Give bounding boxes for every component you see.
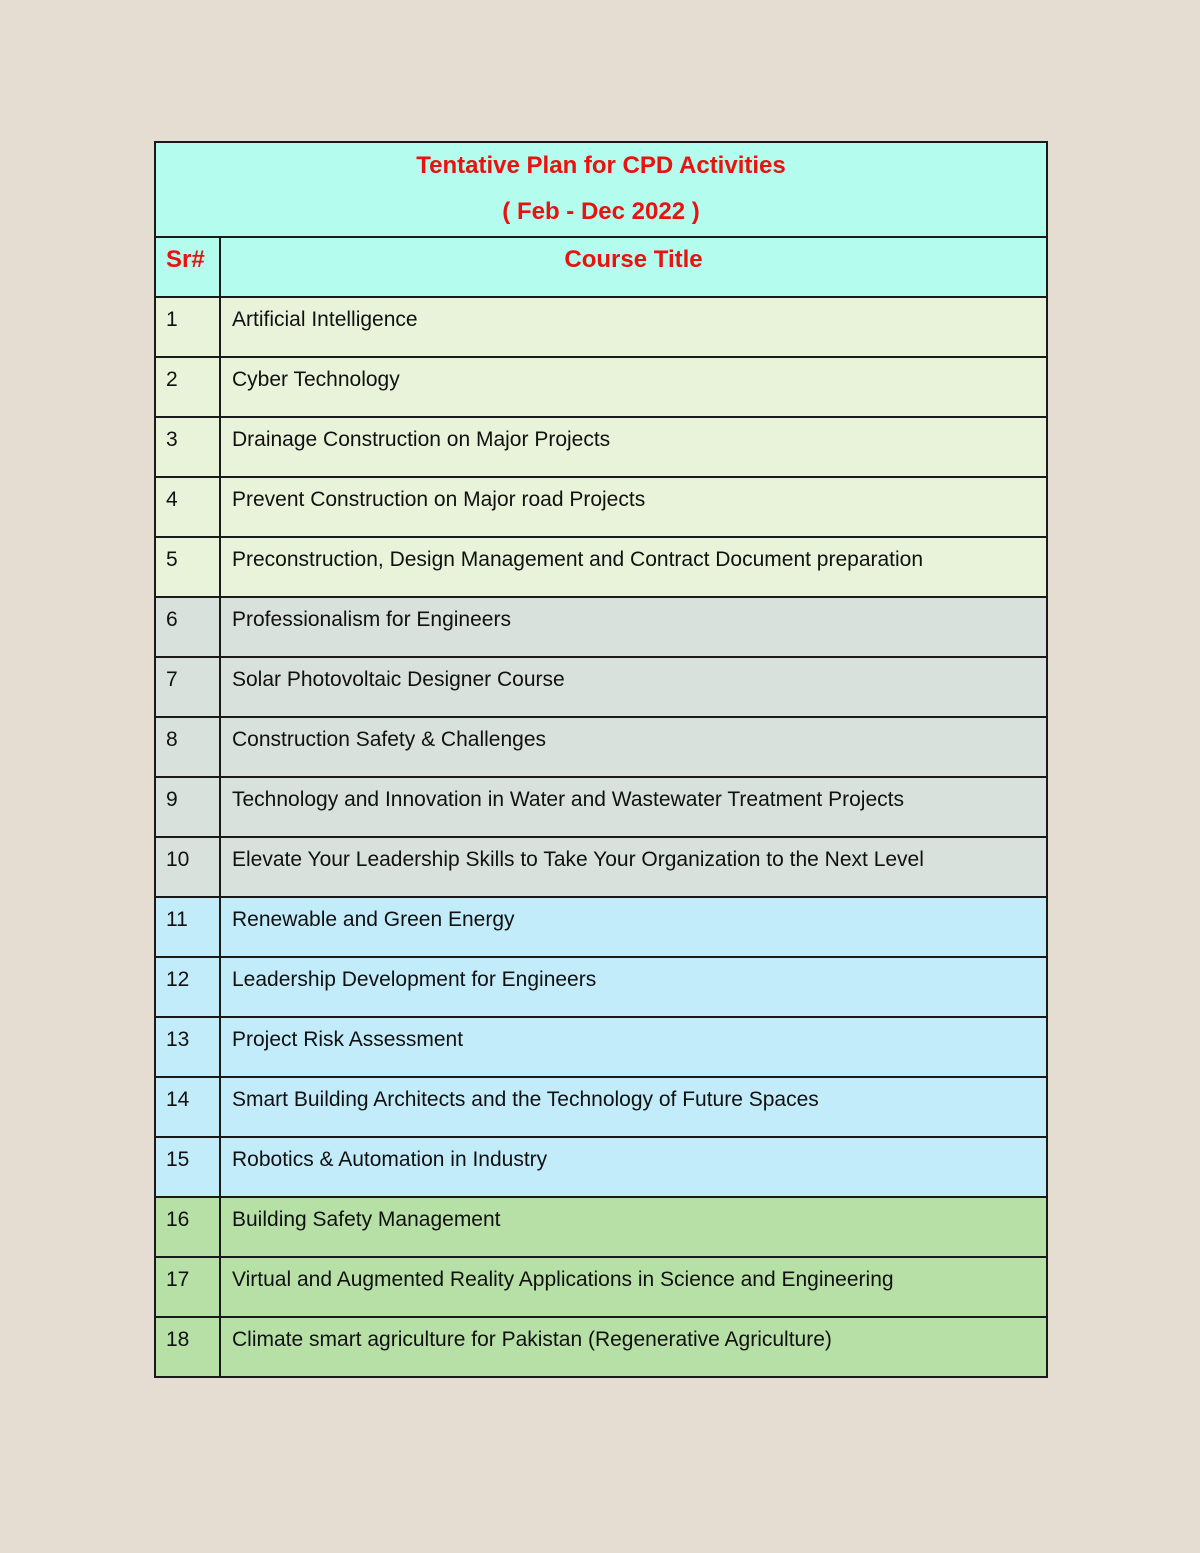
- table-row: [155, 837, 1047, 897]
- course-title-cell: Technology and Innovation in Water and Wastewater Treatment Projects: [220, 777, 1047, 837]
- table-row: [155, 717, 1047, 777]
- sr-cell: 18: [155, 1317, 220, 1377]
- course-title-cell: Solar Photovoltaic Designer Course: [220, 657, 1047, 717]
- sr-cell: 15: [155, 1137, 220, 1197]
- table-row: [155, 897, 1047, 957]
- table-row: [155, 1257, 1047, 1317]
- sr-cell: 7: [155, 657, 220, 717]
- course-title-cell: Smart Building Architects and the Technology of Future Spaces: [220, 1077, 1047, 1137]
- course-title-cell: Artificial Intelligence: [220, 297, 1047, 357]
- sr-cell: 4: [155, 477, 220, 537]
- document-subtitle: ( Feb - Dec 2022 ): [502, 198, 700, 225]
- course-title-cell: Cyber Technology: [220, 357, 1047, 417]
- table-row: [155, 657, 1047, 717]
- table-row: [155, 297, 1047, 357]
- table-row: [155, 1197, 1047, 1257]
- title-cell: [155, 142, 1047, 237]
- sr-cell: 10: [155, 837, 220, 897]
- course-title-cell: Building Safety Management: [220, 1197, 1047, 1257]
- table-row: [155, 597, 1047, 657]
- table-row: [155, 357, 1047, 417]
- cpd-plan-table: [154, 141, 1048, 1378]
- sr-cell: 14: [155, 1077, 220, 1137]
- sr-cell: 16: [155, 1197, 220, 1257]
- course-title-cell: Construction Safety & Challenges: [220, 717, 1047, 777]
- course-title-cell: Preconstruction, Design Management and Contract Document preparation: [220, 537, 1047, 597]
- table-row: [155, 777, 1047, 837]
- course-title-cell: Robotics & Automation in Industry: [220, 1137, 1047, 1197]
- sr-cell: 11: [155, 897, 220, 957]
- table-row: [155, 1017, 1047, 1077]
- sr-cell: 1: [155, 297, 220, 357]
- course-title-cell: Leadership Development for Engineers: [220, 957, 1047, 1017]
- sr-cell: 13: [155, 1017, 220, 1077]
- sr-cell: 6: [155, 597, 220, 657]
- title-row: [155, 142, 1047, 237]
- header-row: [155, 237, 1047, 297]
- column-header-sr: Sr#: [155, 237, 220, 297]
- sr-cell: 3: [155, 417, 220, 477]
- course-title-cell: Drainage Construction on Major Projects: [220, 417, 1047, 477]
- document-title: Tentative Plan for CPD Activities: [416, 152, 786, 179]
- sr-cell: 17: [155, 1257, 220, 1317]
- sr-cell: 5: [155, 537, 220, 597]
- course-title-cell: Renewable and Green Energy: [220, 897, 1047, 957]
- course-title-cell: Elevate Your Leadership Skills to Take Your Organization to the Next Level: [220, 837, 1047, 897]
- table-row: [155, 957, 1047, 1017]
- course-title-cell: Professionalism for Engineers: [220, 597, 1047, 657]
- sr-cell: 8: [155, 717, 220, 777]
- table-row: [155, 1317, 1047, 1377]
- column-header-course-title: Course Title: [220, 237, 1047, 297]
- course-title-cell: Project Risk Assessment: [220, 1017, 1047, 1077]
- table-row: [155, 477, 1047, 537]
- table-row: [155, 537, 1047, 597]
- table-row: [155, 417, 1047, 477]
- sr-cell: 12: [155, 957, 220, 1017]
- table-row: [155, 1077, 1047, 1137]
- course-title-cell: Virtual and Augmented Reality Applications in Science and Engineering: [220, 1257, 1047, 1317]
- course-title-cell: Climate smart agriculture for Pakistan (Regenerative Agriculture): [220, 1317, 1047, 1377]
- sr-cell: 9: [155, 777, 220, 837]
- sr-cell: 2: [155, 357, 220, 417]
- table-row: [155, 1137, 1047, 1197]
- course-title-cell: Prevent Construction on Major road Projects: [220, 477, 1047, 537]
